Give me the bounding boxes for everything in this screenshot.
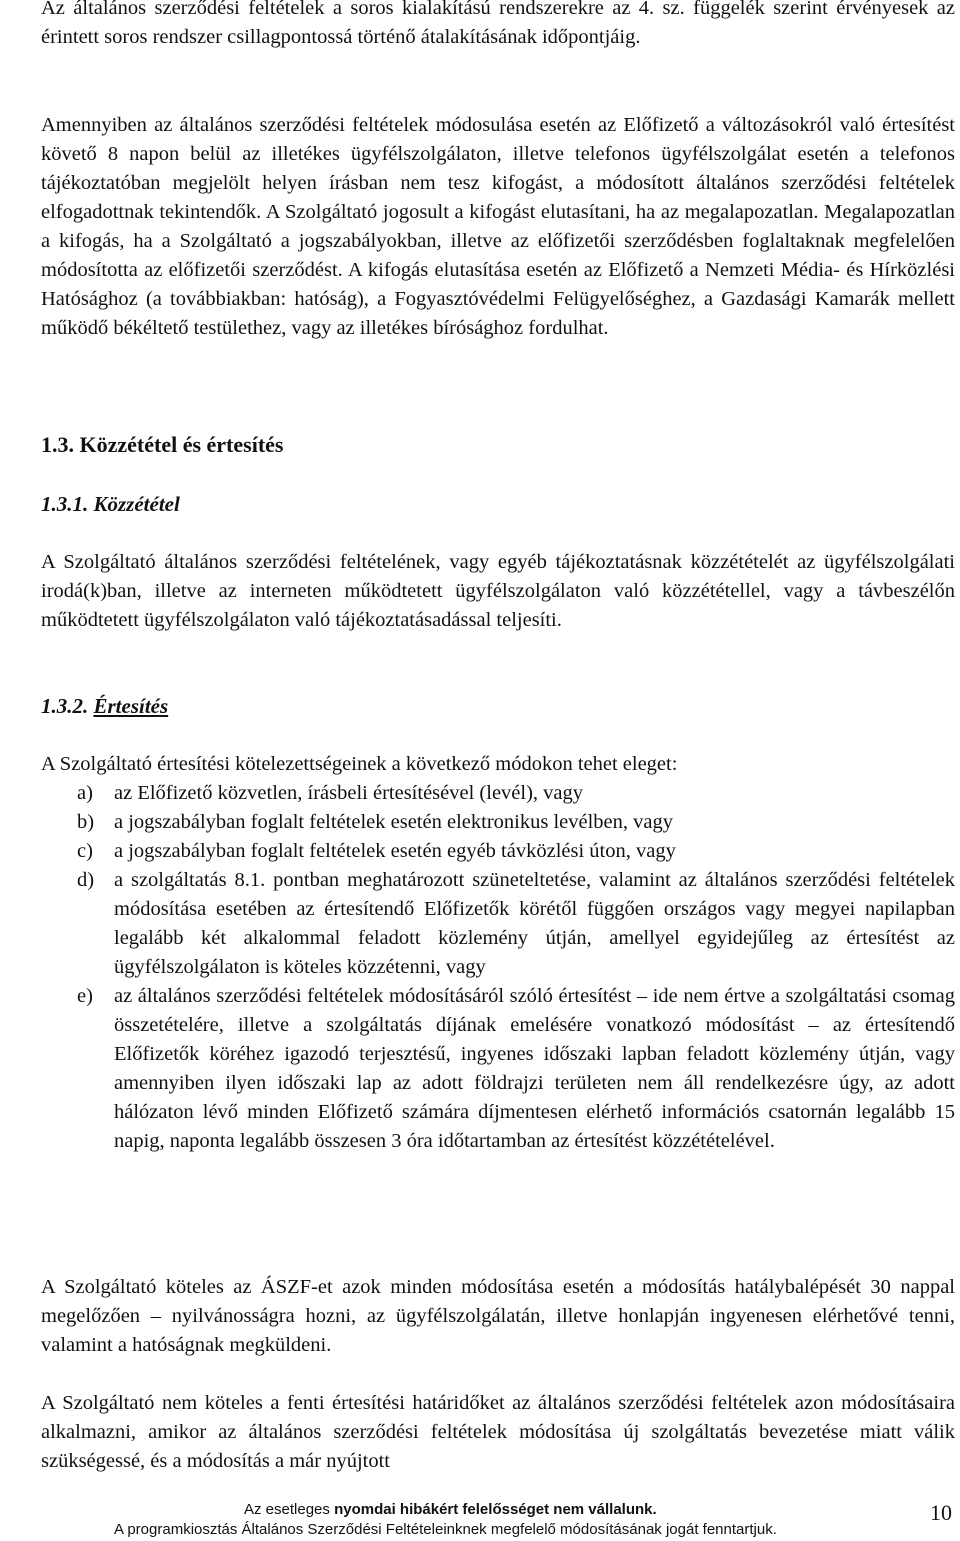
paragraph-kozzetetel: A Szolgáltató általános szerződési feltételének, vagy egyéb tájékoztatásnak közzétételét az ügyfélszolgálati irodá(k)ban, illetve az interneten működtetett ügyfélszolgálaton való közzététellel, vagy a távbeszélőn működtetett ügyfélszolgálaton való tájékoztatásadással teljesíti. [41, 551, 955, 631]
subsection-number: 1.3.1. [41, 492, 89, 516]
list-item [41, 808, 955, 837]
list-marker: c) [77, 840, 93, 862]
list-item [41, 837, 955, 866]
subsection-heading-kozzetetel [41, 490, 180, 519]
list-marker: b) [77, 811, 95, 833]
list-item-text: a szolgáltatás 8.1. pontban meghatározott szüneteltetése, valamint az általános szerződési feltételek módosítása esetében az értesítendő Előfizetők körétől függően országos vagy megyei napilapban legalább két alkalommal feladott közlemény útján, amellyel egyidejűleg az értesítést az ügyfélszolgálaton is köteles közzétenni, vagy [114, 869, 955, 978]
list-marker: a) [77, 782, 93, 804]
list-marker: e) [77, 985, 93, 1007]
notification-methods-list [41, 779, 955, 1156]
paragraph-ertesites-intro: A Szolgáltató értesítési kötelezettségeinek a következő módokon tehet eleget: [41, 753, 678, 775]
section-heading: 1.3. Közzététel és értesítés [41, 432, 284, 457]
list-item [41, 866, 955, 982]
paragraph-exception: A Szolgáltató nem köteles a fenti értesítési határidőket az általános szerződési feltételek azon módosításaira alkalmazni, amikor az általános szerződési feltételek módosítása új szolgáltatás bevezetése miatt válik szükségessé, és a módosítás a már nyújtott [41, 1392, 955, 1472]
subsection-title: Közzététel [93, 492, 180, 516]
footer-disclaimer [244, 1500, 657, 1520]
subsection-number: 1.3.2. [41, 694, 89, 718]
list-item-text: a jogszabályban foglalt feltételek esetén egyéb távközlési úton, vagy [114, 840, 676, 862]
list-item-text: az Előfizető közvetlen, írásbeli értesítésével (levél), vagy [114, 782, 584, 804]
paragraph-obligation: A Szolgáltató köteles az ÁSZF-et azok minden módosítása esetén a módosítás hatálybalépését 30 nappal megelőzően – nyilvánosságra hozni, az ügyfélszolgálatán, illetve honlapján ingyenesen elérhetővé tenni, valamint a hatóságnak megküldeni. [41, 1276, 955, 1356]
list-item [41, 982, 955, 1156]
list-item [41, 779, 955, 808]
footer-disclaimer-prefix: Az esetleges [244, 1501, 335, 1518]
list-item-text: az általános szerződési feltételek módosításáról szóló értesítést – ide nem értve a szolgáltatási csomag összetételére, illetve a szolgáltatás díjának emelésére vonatkozó módosítást – az értesítendő Előfizetők köréhez igazodó terjesztésű, ingyenes időszaki lapban feladott közlemény útján, vagy amennyiben ilyen időszaki lap az adott földrajzi területen nem áll rendelkezésre úgy, az adott hálózaton lévő minden Előfizető számára díjmentesen elérhető információs csatornán legalább 15 napig, naponta legalább összesen 3 óra időtartamban az értesítést közzétételével. [114, 985, 955, 1152]
list-marker: d) [77, 869, 95, 891]
paragraph-modification: Amennyiben az általános szerződési feltételek módosulása esetén az Előfizető a változásokról való értesítést követő 8 napon belül az illetékes ügyfélszolgálaton, illetve telefonos ügyfélszolgálat esetén a telefonos tájékoztatóban megjelölt helyen írásban nem tesz kifogást, a módosított általános szerződési feltételek elfogadottnak tekintendők. A Szolgáltató jogosult a kifogást elutasítani, ha az megalapozatlan. Megalapozatlan a kifogás, ha a Szolgáltató a jogszabályokban, illetve az előfizetői szerződésben foglaltaknak megfelelően módosította az előfizetői szerződést. A kifogás elutasítása esetén az Előfizető a Nemzeti Média- és Hírközlési Hatósághoz (a továbbiakban: hatóság), a Fogyasztóvédelmi Felügyelőséghez, a Gazdasági Kamarák mellett működő békéltető testülethez, vagy az illetékes bírósághoz fordulhat. [41, 114, 955, 339]
paragraph-intro: Az általános szerződési feltételek a soros kialakítású rendszerekre az 4. sz. függelék szerint érvényesek az érintett soros rendszer csillagpontossá történő átalakításának időpontjáig. [41, 0, 955, 48]
subsection-title: Értesítés [93, 694, 169, 718]
subsection-heading-ertesites [41, 692, 168, 721]
list-item-text: a jogszabályban foglalt feltételek esetén elektronikus levélben, vagy [114, 811, 673, 833]
footer-rights-note: A programkiosztás Általános Szerződési Feltételeinknek megfelelő módosításának jogát fenntartjuk. [114, 1521, 777, 1538]
page-number: 10 [930, 1500, 952, 1525]
footer-disclaimer-bold: nyomdai hibákért felelősséget nem vállalunk. [334, 1501, 657, 1518]
